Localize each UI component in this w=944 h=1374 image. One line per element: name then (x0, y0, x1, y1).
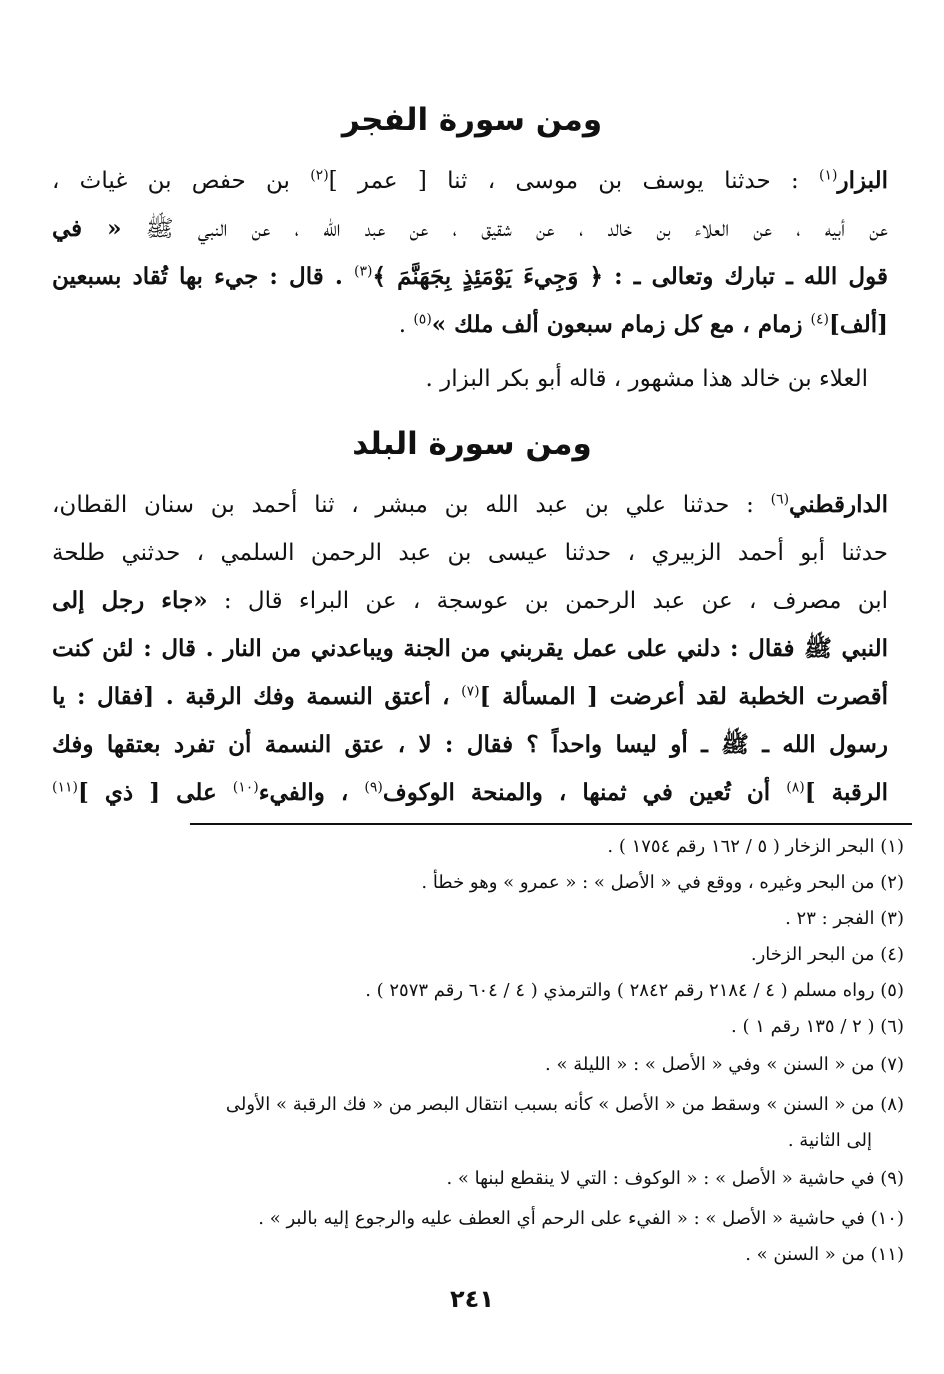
page-number: ٢٤١ (450, 1285, 494, 1313)
text-line (52, 578, 888, 624)
text-line (52, 302, 888, 348)
hadith-text: ، والفيء (258, 779, 365, 806)
footnote: (٤) من البحر الزخار. (750, 944, 904, 965)
hadith-text: على [ ذي ] (77, 779, 233, 806)
section-title-balad: ومن سورة البلد (352, 426, 592, 462)
footnote-ref: (٢) (310, 167, 329, 184)
footnote: (٦) ( ٢ / ١٣٥ رقم ١ ) . (731, 1016, 904, 1037)
footnote: (١٠) في حاشية « الأصل » : « الفيء على الرحم أي العطف عليه والرجوع إليه بالبر » . (258, 1208, 904, 1229)
footnote: (١١) من « السنن » . (745, 1244, 904, 1265)
footnote-ref: (١١) (52, 779, 78, 796)
text-span: بن حفص بن غياث ، (52, 168, 311, 194)
hadith-text: الرقبة ] (804, 779, 888, 806)
section-title-fajr: ومن سورة الفجر (341, 102, 603, 138)
footnote-ref: (٦) (770, 491, 790, 508)
footnote-ref: (٨) (786, 779, 805, 796)
narrator-name: الدارقطني (789, 491, 888, 518)
footnote-ref: (١٠) (232, 779, 259, 796)
text-line: حدثنا أبو أحمد الزبيري ، حدثنا عيسى بن عبد الرحمن السلمي ، حدثني طلحة (52, 540, 888, 566)
narrator-name: البزار (837, 167, 888, 194)
hadith-text: ، أعتق النسمة وفك الرقبة . [فقال : يا (52, 683, 462, 710)
hadith-text: «جاء رجل إلى (52, 587, 208, 614)
footnote-ref: (٧) (461, 683, 480, 700)
footnote-ref: (٥) (413, 311, 432, 328)
text-span: . (398, 312, 414, 338)
footnote-divider (190, 823, 912, 825)
text-line (52, 158, 888, 204)
text-span: عن أبيه ، عن العلاء بن خالد ، عن شقيق ، عن عبد الله ، عن النبي ﷺ (121, 216, 888, 242)
footnote-ref: (٣) (354, 263, 373, 280)
hadith-text: « في (52, 215, 122, 242)
text-span: : حدثنا علي بن عبد الله بن مبشر ، ثنا أحمد بن سنان القطان، (52, 492, 771, 518)
hadith-text: . قال : جيء بها تُقاد بسبعين (52, 263, 355, 290)
hadith-text: قول الله ـ تبارك وتعالى ـ : ﴿ وَجِيءَ يَوْمَئِذٍ بِجَهَنَّمَ ﴾ (372, 263, 888, 290)
text-line (52, 770, 888, 816)
footnote: (٩) في حاشية « الأصل » : « الوكوف : التي لا ينقطع لبنها » . (446, 1168, 904, 1189)
hadith-text: أن تُعين في ثمنها ، والمنحة الوكوف (382, 779, 787, 806)
hadith-text: [ألف] (829, 311, 888, 338)
footnote: (٧) من « السنن » وفي « الأصل » : « الليلة » . (545, 1054, 904, 1075)
text-line (52, 254, 888, 300)
footnote: (١) البحر الزخار ( ٥ / ١٦٢ رقم ١٧٥٤ ) . (607, 836, 904, 857)
text-line (52, 206, 888, 252)
footnote: (٨) من « السنن » وسقط من « الأصل » كأنه بسبب انتقال البصر من « فك الرقبة » الأولى (225, 1094, 904, 1115)
hadith-text: أقصرت الخطبة لقد أعرضت [ المسألة ] (479, 683, 888, 710)
text-span: : حدثنا يوسف بن موسى ، ثنا [ عمر ] (328, 168, 819, 194)
footnote: (٢) من البحر وغيره ، ووقع في « الأصل » : « عمرو » وهو خطأ . (421, 872, 904, 893)
text-line (52, 674, 888, 720)
footnote-ref: (٤) (810, 311, 830, 328)
footnote-continuation: إلى الثانية . (787, 1130, 872, 1151)
comment-line: العلاء بن خالد هذا مشهور ، قاله أبو بكر البزار . (425, 366, 868, 392)
footnote: (٥) رواه مسلم ( ٤ / ٢١٨٤ رقم ٢٨٤٢ ) والترمذي ( ٤ / ٦٠٤ رقم ٢٥٧٣ ) . (365, 980, 904, 1001)
text-line: النبي ﷺ فقال : دلني على عمل يقربني من الجنة ويباعدني من النار . قال : لئن كنت (52, 635, 888, 662)
footnote-ref: (١) (819, 167, 838, 184)
hadith-text: زمام ، مع كل زمام سبعون ألف ملك » (431, 311, 811, 338)
text-span: ابن مصرف ، عن عبد الرحمن بن عوسجة ، عن البراء قال : (207, 588, 888, 614)
text-line (52, 482, 888, 528)
footnote: (٣) الفجر : ٢٣ . (785, 908, 904, 929)
text-line: رسول الله ـ ﷺ ـ أو ليسا واحداً ؟ فقال : لا ، عتق النسمة أن تفرد بعتقها وفك (52, 731, 888, 758)
footnote-ref: (٩) (364, 779, 383, 796)
